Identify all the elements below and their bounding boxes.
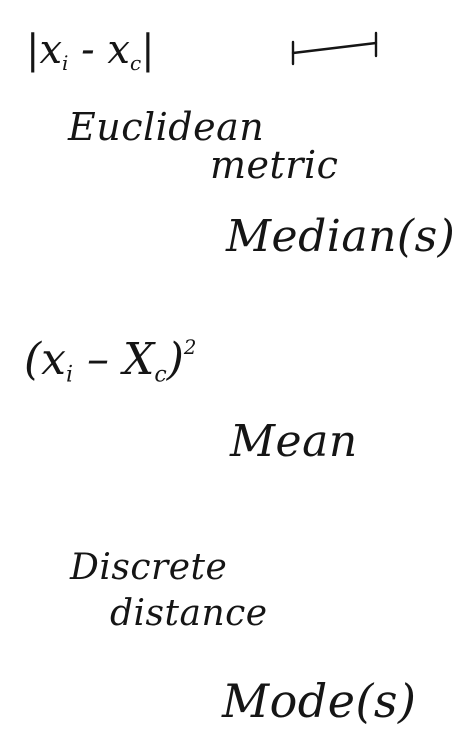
sq-open-paren: ( bbox=[24, 334, 42, 385]
abs-sub-i: i bbox=[62, 51, 69, 75]
abs-minus: - bbox=[68, 27, 108, 73]
stroke-bar bbox=[293, 43, 376, 53]
discrete-line-2: distance bbox=[110, 593, 268, 634]
abs-open-bar: | bbox=[26, 27, 40, 73]
sq-sub-i: i bbox=[66, 362, 74, 388]
abs-x-c: x bbox=[107, 27, 130, 73]
mean-label: Mean bbox=[230, 416, 358, 467]
sq-sub-c: c bbox=[154, 362, 167, 388]
sq-x-i: x bbox=[41, 334, 66, 385]
squared-difference-formula bbox=[24, 334, 197, 388]
discrete-line-1: Discrete bbox=[70, 547, 228, 588]
sq-close-paren: ) bbox=[166, 334, 184, 385]
median-label: Median(s) bbox=[226, 211, 456, 262]
abs-close-bar: | bbox=[141, 27, 155, 73]
abs-x-i: x bbox=[39, 27, 63, 73]
sq-minus: – bbox=[73, 334, 124, 385]
sq-exponent: 2 bbox=[183, 336, 197, 360]
sq-x-c: X bbox=[123, 334, 155, 385]
absolute-difference-formula bbox=[26, 27, 155, 75]
distance-stroke-icon bbox=[286, 30, 386, 70]
mode-label: Mode(s) bbox=[222, 674, 417, 728]
euclidean-line-1: Euclidean bbox=[68, 105, 265, 149]
abs-sub-c: c bbox=[129, 51, 142, 75]
euclidean-line-2: metric bbox=[210, 143, 339, 187]
